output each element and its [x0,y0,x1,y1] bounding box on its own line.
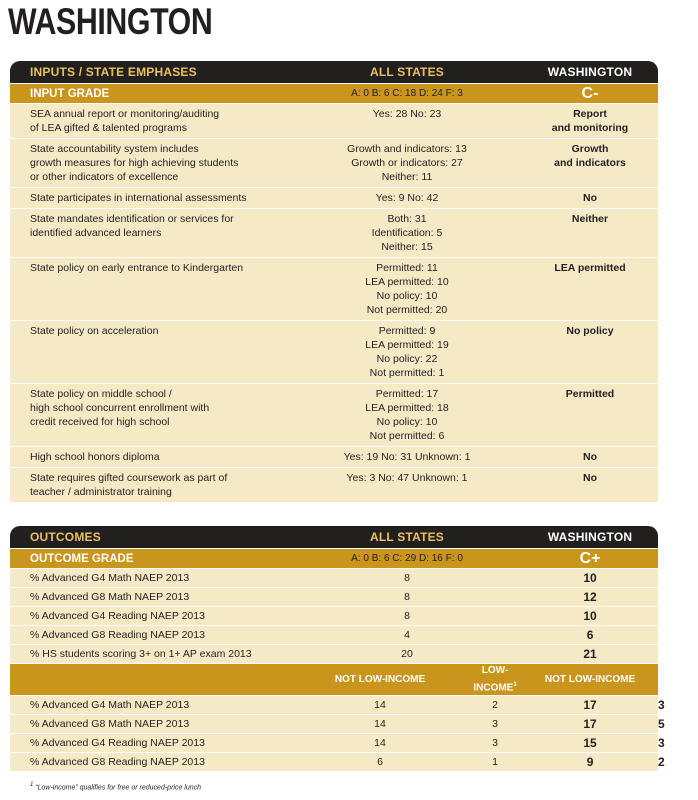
outcome-row [10,588,658,606]
income-row-all-not-low: 14 [292,734,468,752]
outcome-row-all-states: 8 [292,607,522,625]
inputs-header-label: INPUTS / STATE EMPHASES [10,61,292,83]
input-row-all-states [292,104,522,138]
input-row-state [522,104,658,138]
outcome-row [10,645,658,663]
input-row-all-states-line: Not permitted: 1 [369,367,445,379]
input-row [10,209,658,257]
outcomes-header-label: OUTCOMES [10,526,292,548]
input-row-state-line: No [583,192,597,204]
income-row-all-not-low: 14 [292,715,468,733]
input-row-label [10,321,292,383]
input-row-all-states-line: Yes: 28 No: 23 [372,108,442,120]
input-row-label-line: identified advanced learners [30,227,162,239]
outcome-grade-label: OUTCOME GRADE [10,549,292,568]
input-row-label [10,384,292,446]
input-row-all-states-line: Yes: 3 No: 47 Unknown: 1 [346,472,468,484]
input-row-label-line: teacher / administrator training [30,486,172,498]
page-title: WASHINGTON [8,1,213,42]
income-row: % Advanced G4 Math NAEP 2013 14 2 17 3 [10,696,658,714]
income-row-label: % Advanced G8 Math NAEP 2013 [10,715,292,733]
input-row-all-states [292,384,522,446]
input-row [10,321,658,383]
input-row-label-line: of LEA gifted & talented programs [30,122,188,134]
outcome-row [10,607,658,625]
input-row-label [10,188,292,208]
income-row-all-low: 1 [468,753,522,771]
inputs-header-all-states: ALL STATES [292,61,522,83]
outcome-row [10,569,658,587]
income-row-all-low: 3 [468,715,522,733]
input-grade-value: C- [522,84,658,103]
input-row-label-line: State accountability system includes [30,143,199,155]
input-row-state-line: Permitted [565,388,615,400]
input-row [10,468,658,502]
outcome-row [10,626,658,644]
input-row-all-states-line: LEA permitted: 18 [365,402,449,414]
input-row-state [522,447,658,467]
input-row-all-states [292,258,522,320]
input-row-all-states [292,321,522,383]
input-row-state [522,209,658,257]
input-row-all-states-line: Permitted: 11 [376,262,438,274]
outcomes-header-row [10,526,658,548]
outcome-row-label: % Advanced G4 Reading NAEP 2013 [10,607,292,625]
input-grade-row [10,84,658,103]
input-row-all-states-line: Growth or indicators: 27 [351,157,463,169]
input-row-all-states-line: Neither: 11 [381,171,433,183]
outcome-row-label: % Advanced G8 Reading NAEP 2013 [10,626,292,644]
income-header-spacer [10,664,292,695]
input-row-label-line: or other indicators of excellence [30,171,179,183]
input-row-all-states-line: Growth and indicators: 13 [347,143,467,155]
outcome-grade-row [10,549,658,568]
input-row-state-line: No [583,451,597,463]
outcome-row-state: 21 [522,645,658,663]
input-grade-label: INPUT GRADE [10,84,292,103]
input-row-all-states-line: Not permitted: 6 [369,430,445,442]
input-row [10,384,658,446]
input-row-label-line: State requires gifted coursework as part of [30,472,228,484]
input-row-all-states-line: Yes: 19 No: 31 Unknown: 1 [343,451,471,463]
input-row-label-line: State policy on middle school / [30,388,172,400]
input-row-label [10,258,292,320]
outcome-grade-distribution: A: 0 B: 6 C: 29 D: 16 F: 0 [292,549,522,568]
input-row-state-line: LEA permitted [554,262,626,274]
input-row-state-line: and monitoring [551,122,629,134]
input-row-all-states [292,139,522,187]
input-row-state-line: and indicators [554,157,626,169]
input-row-all-states [292,209,522,257]
outcome-row-state: 6 [522,626,658,644]
input-row-label-line: State policy on early entrance to Kindergarten [30,262,244,274]
outcome-row-all-states: 4 [292,626,522,644]
input-row-label [10,139,292,187]
income-row-label: % Advanced G8 Reading NAEP 2013 [10,753,292,771]
input-row-label [10,209,292,257]
income-row: % Advanced G8 Math NAEP 2013 14 3 17 5 [10,715,658,733]
outcome-row-label: % Advanced G8 Math NAEP 2013 [10,588,292,606]
income-row-all-not-low: 6 [292,753,468,771]
income-header-not-low: NOT LOW-INCOME [292,664,468,695]
input-row-all-states [292,188,522,208]
input-row-label [10,104,292,138]
income-footnote-marker: 1 [513,682,517,688]
income-row: % Advanced G8 Reading NAEP 2013 6 1 9 2 [10,753,658,771]
input-row-state-line: Neither [571,213,609,225]
inputs-header-state: WASHINGTON [522,61,658,83]
input-row-all-states-line: Neither: 15 [381,241,433,253]
income-row: % Advanced G4 Reading NAEP 2013 14 3 15 3 [10,734,658,752]
input-row-state [522,188,658,208]
input-row-state [522,321,658,383]
outcome-grade-value: C+ [522,549,658,568]
input-row-state [522,258,658,320]
input-row-all-states-line: No policy: 22 [376,353,438,365]
input-row-all-states [292,468,522,502]
input-row-all-states-line: LEA permitted: 19 [365,339,449,351]
input-row-label-line: High school honors diploma [30,451,160,463]
outcomes-header-state: WASHINGTON [522,526,658,548]
footnote [30,782,201,791]
outcome-row-all-states: 8 [292,588,522,606]
input-rows [10,104,658,502]
input-row-label-line: State mandates identification or services for [30,213,234,225]
input-row-all-states-line: Identification: 5 [371,227,443,239]
input-row-label-line: SEA annual report or monitoring/auditing [30,108,220,120]
income-row-state-not-low: 17 [522,715,658,733]
input-row-all-states-line: Not permitted: 20 [366,304,448,316]
input-row-label-line: State participates in international assessments [30,192,247,204]
income-header-state-not-low: NOT LOW-INCOME [522,664,658,695]
input-row-state-line: No [583,472,597,484]
input-grade-distribution: A: 0 B: 6 C: 18 D: 24 F: 3 [292,84,522,103]
input-row-state-line: No policy [566,325,614,337]
income-header-row: NOT LOW-INCOME LOW-INCOME$^1$ NOT LOW-INCOME LOW-INCOME [10,664,658,695]
input-row-all-states-line: Permitted: 9 [378,325,436,337]
input-row [10,447,658,467]
income-row-label: % Advanced G4 Reading NAEP 2013 [10,734,292,752]
input-row-all-states-line: No policy: 10 [376,416,438,428]
income-row-state-not-low: 9 [522,753,658,771]
input-row-state [522,384,658,446]
input-row-label-line: high school concurrent enrollment with [30,402,210,414]
outcome-row-label: % Advanced G4 Math NAEP 2013 [10,569,292,587]
outcomes-table [10,525,698,772]
income-row-all-low: 2 [468,696,522,714]
outcome-rows [10,569,658,663]
outcome-row-label: % HS students scoring 3+ on 1+ AP exam 2013 [10,645,292,663]
income-header-low-label: LOW-INCOME [473,665,514,694]
input-row-all-states-line: Both: 31 [387,213,427,225]
input-row-state [522,468,658,502]
input-row-state-line: Growth [571,143,609,155]
footnote-text: “Low-income” qualifies for free or reduced-price lunch [33,784,202,792]
income-row-all-not-low: 14 [292,696,468,714]
input-row-all-states-line: Permitted: 17 [375,388,439,400]
input-row-label-line: State policy on acceleration [30,325,159,337]
inputs-table [10,60,658,503]
input-row [10,258,658,320]
input-row [10,139,658,187]
input-row-all-states-line: Yes: 9 No: 42 [375,192,439,204]
income-row-all-low: 3 [468,734,522,752]
outcome-row-all-states: 20 [292,645,522,663]
income-rows [10,696,665,771]
input-row-all-states-line: LEA permitted: 10 [365,276,449,288]
outcome-row-state: 12 [522,588,658,606]
outcome-row-state: 10 [522,569,658,587]
income-row-label: % Advanced G4 Math NAEP 2013 [10,696,292,714]
inputs-header-row [10,61,658,83]
input-row-label-line: credit received for high school [30,416,170,428]
input-row-label-line: growth measures for high achieving students [30,157,239,169]
outcomes-header-all-states: ALL STATES [292,526,522,548]
income-header-low [468,664,522,695]
input-row-state [522,139,658,187]
input-row [10,188,658,208]
footnote-marker: 1 [30,782,34,788]
input-row-state-line: Report [573,108,607,120]
input-row-all-states [292,447,522,467]
input-row-all-states-line: No policy: 10 [376,290,438,302]
input-row-label [10,447,292,467]
input-row [10,104,658,138]
outcome-row-all-states: 8 [292,569,522,587]
income-row-state-not-low: 17 [522,696,658,714]
income-row-state-not-low: 15 [522,734,658,752]
outcome-row-state: 10 [522,607,658,625]
input-row-label [10,468,292,502]
